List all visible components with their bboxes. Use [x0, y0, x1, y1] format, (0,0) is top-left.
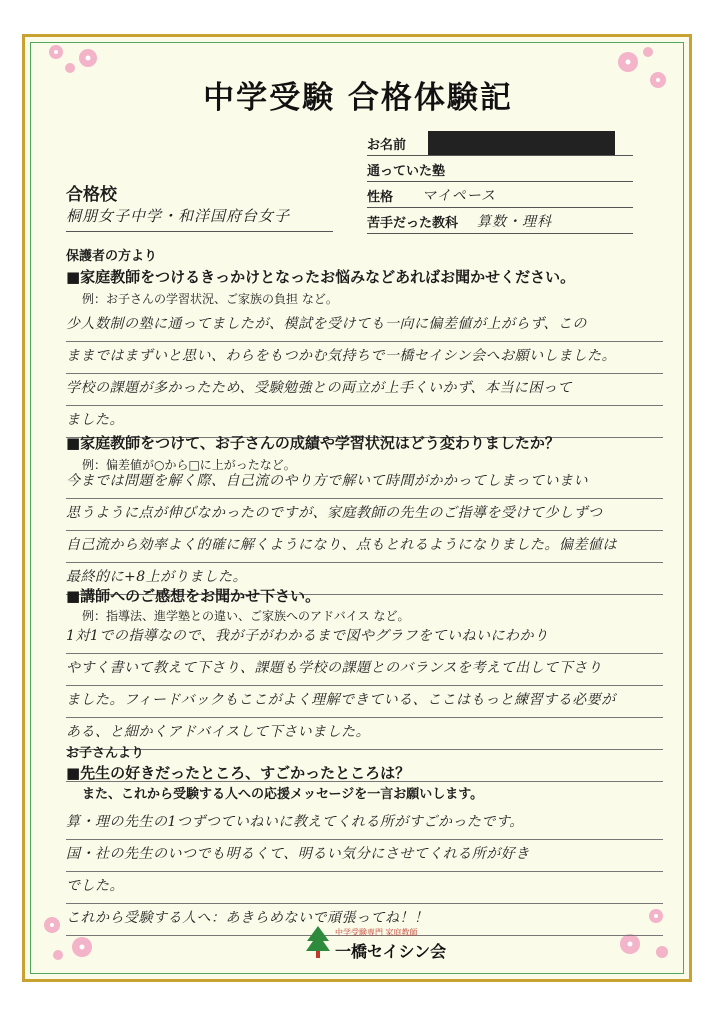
answer-line: 少人数制の塾に通ってましたが、模試を受けても一向に偏差値が上がらず、この [66, 310, 663, 342]
name-redaction [428, 131, 615, 155]
example-3: 例：指導法、進学塾との違い、ご家族へのアドバイス など。 [82, 609, 410, 623]
logo-name: 一橋セイシン会 [335, 942, 447, 961]
question-2: ■家庭教師をつけて、お子さんの成績や学習状況はどう変わりましたか？ [66, 434, 560, 452]
question-1: ■家庭教師をつけるきっかけとなったお悩みなどあればお聞かせください。 [66, 268, 576, 286]
weak-subject-value: 算数・理科 [477, 214, 552, 230]
name-row [367, 131, 633, 156]
answer-line: 思うように点が伸びなかったのですが、家庭教師の先生のご指導を受けて少しずつ [66, 499, 663, 531]
parent-heading: 保護者の方より [66, 249, 158, 264]
answer-line: でした。 [66, 872, 663, 904]
personality-value: マイペース [422, 188, 497, 204]
answer-line: 算・理の先生の1つずつていねいに教えてくれる所がすごかったです。 [66, 808, 663, 840]
example-2: 例：偏差値が○から□に上がったなど。 [82, 458, 296, 472]
juku-label: 通っていた塾 [367, 164, 446, 179]
answer-1 [66, 310, 663, 438]
weak-subject-row [367, 209, 633, 234]
answer-4 [66, 808, 663, 936]
question-4: ■先生の好きだったところ、すごかったところは？ [66, 764, 411, 782]
answer-line: やすく書いて教えて下さり、課題も学校の課題とのバランスを考えて出して下さり [66, 654, 663, 686]
juku-row [367, 157, 633, 182]
personality-label: 性格 [367, 190, 394, 205]
weak-subject-label: 苦手だった教科 [367, 216, 459, 231]
example-1: 例：お子さんの学習状況、ご家族の負担 など。 [82, 292, 338, 306]
answer-line: ままではまずいと思い、わらをもつかむ気持ちで一橋セイシン会へお願いしました。 [66, 342, 663, 374]
child-heading: お子さんより [66, 746, 145, 761]
answer-line: ました。フィードバックもここがよく理解できている、ここはもっと練習する必要が [66, 686, 663, 718]
answer-line: 学校の課題が多かったため、受験勉強との両立が上手くいかず、本当に困って [66, 374, 663, 406]
name-label: お名前 [367, 138, 407, 153]
tree-icon [305, 925, 331, 959]
answer-line: 国・社の先生のいつでも明るくて、明るい気分にさせてくれる所が好き [66, 840, 663, 872]
school-label: 合格校 [66, 185, 117, 205]
answer-3 [66, 622, 663, 782]
answer-line: ました。 [66, 406, 663, 438]
page-title: 中学受験 合格体験記 [203, 80, 513, 116]
school-value: 桐朋女子中学・和洋国府台女子 [66, 205, 333, 232]
question-4-sub: また、これから受験する人への応援メッセージを一言お願いします。 [82, 787, 484, 802]
answer-line: 1対1での指導なので、我が子がわかるまで図やグラフをていねいにわかり [66, 622, 663, 654]
answer-line: 自己流から効率よく的確に解くようになり、点もとれるようになりました。偏差値は [66, 531, 663, 563]
answer-line: ある、と細かくアドバイスして下さいました。 [66, 718, 663, 750]
question-3: ■講師へのご感想をお聞かせ下さい。 [66, 587, 321, 605]
answer-line: 最終的に+8上がりました。 [66, 563, 663, 595]
answer-line: 今までは問題を解く際、自己流のやり方で解いて時間がかかってしまっていまい [66, 467, 663, 499]
answer-2 [66, 467, 663, 595]
answer-line: これから受験する人へ：あきらめないで頑張ってね！！ [66, 904, 663, 936]
footer-logo [305, 925, 445, 965]
logo-subtitle: 中学受験専門 家庭教師 [335, 928, 418, 937]
personality-row [367, 183, 633, 208]
